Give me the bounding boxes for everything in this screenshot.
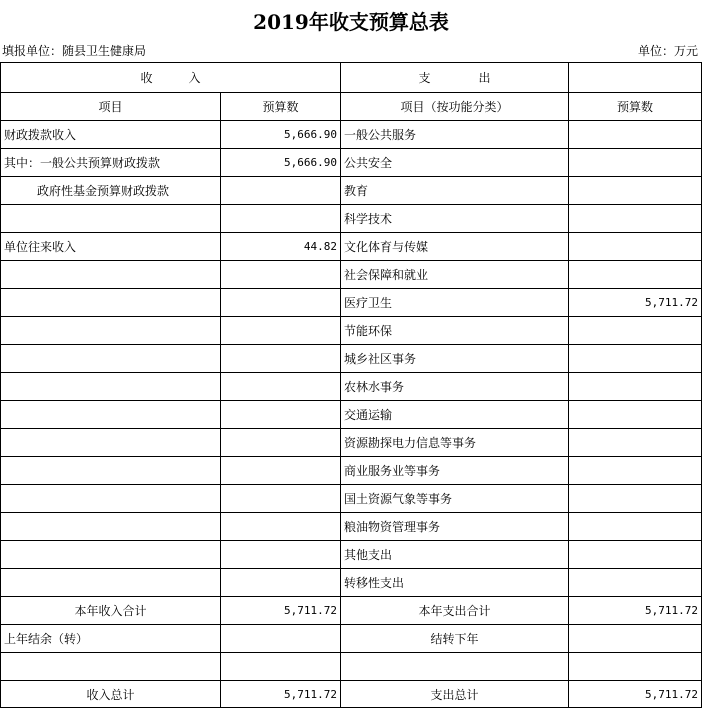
expense-item-cell: 转移性支出: [341, 569, 569, 597]
table-row: [1, 457, 702, 485]
expense-item-cell: 粮油物资管理事务: [341, 513, 569, 541]
expense-item-cell: 教育: [341, 177, 569, 205]
income-value-cell: [221, 485, 341, 513]
income-label-cell: 上年结余（转）: [1, 625, 221, 653]
expense-item-cell: 节能环保: [341, 317, 569, 345]
income-item-cell: [1, 345, 221, 373]
income-item-cell: 单位往来收入: [1, 233, 221, 261]
income-value-cell: 5,666.90: [221, 149, 341, 177]
table-row: [1, 205, 702, 233]
expense-item-cell: 城乡社区事务: [341, 345, 569, 373]
expense-value-cell: [569, 317, 702, 345]
income-header: 收 入: [1, 63, 341, 93]
table-row: [1, 401, 702, 429]
income-item-cell: 财政拨款收入: [1, 121, 221, 149]
income-value-cell: [221, 345, 341, 373]
expense-value-cell: [569, 625, 702, 653]
reporting-unit: 填报单位：随县卫生健康局: [2, 44, 147, 58]
income-value-cell: [221, 457, 341, 485]
table-row: [1, 233, 702, 261]
expense-value-cell: [569, 233, 702, 261]
income-item-cell: [1, 205, 221, 233]
table-row: [1, 317, 702, 345]
income-value-cell: [221, 401, 341, 429]
expense-item-cell: 国土资源气象等事务: [341, 485, 569, 513]
income-value-cell: [221, 541, 341, 569]
expense-label-cell: 支出总计: [341, 681, 569, 708]
col-budget-expense-header: 预算数: [569, 93, 702, 121]
income-value-cell: [221, 289, 341, 317]
expense-value-cell: [569, 541, 702, 569]
expense-item-cell: 医疗卫生: [341, 289, 569, 317]
income-item-cell: 其中：一般公共预算财政拨款: [1, 149, 221, 177]
expense-item-cell: 资源勘探电力信息等事务: [341, 429, 569, 457]
income-item-cell: [1, 569, 221, 597]
expense-value-cell: [569, 401, 702, 429]
expense-label-cell: 结转下年: [341, 625, 569, 653]
income-value-cell: [221, 513, 341, 541]
expense-value-cell: [569, 373, 702, 401]
expense-item-cell: 农林水事务: [341, 373, 569, 401]
blank-row: [1, 653, 702, 681]
income-label-cell: 收入总计: [1, 681, 221, 708]
expense-item-cell: 公共安全: [341, 149, 569, 177]
income-label-cell: 本年收入合计: [1, 597, 221, 625]
expense-item-cell: 其他支出: [341, 541, 569, 569]
income-value-cell: [221, 373, 341, 401]
income-item-cell: [1, 485, 221, 513]
table-row: [1, 149, 702, 177]
expense-value-cell: [569, 149, 702, 177]
table-row: [1, 177, 702, 205]
income-value-cell: 5,711.72: [221, 681, 341, 708]
expense-item-cell: 文化体育与传媒: [341, 233, 569, 261]
expense-header: 支 出: [341, 63, 569, 93]
table-row: [1, 289, 702, 317]
income-item-cell: 政府性基金预算财政拨款: [1, 177, 221, 205]
income-value-cell: [221, 177, 341, 205]
expense-value-cell: 5,711.72: [569, 597, 702, 625]
expense-item-cell: 交通运输: [341, 401, 569, 429]
expense-header-blank: [569, 63, 702, 93]
table-row: [1, 569, 702, 597]
table-row: [1, 345, 702, 373]
expense-value-cell: [569, 569, 702, 597]
expense-value-cell: [569, 513, 702, 541]
expense-item-cell: 社会保障和就业: [341, 261, 569, 289]
income-value-cell: 5,666.90: [221, 121, 341, 149]
header-row-2: [1, 93, 702, 121]
income-item-cell: [1, 373, 221, 401]
income-item-cell: [1, 289, 221, 317]
expense-item-cell: 商业服务业等事务: [341, 457, 569, 485]
grand-total-row: [1, 681, 702, 708]
expense-value-cell: [569, 429, 702, 457]
blank-cell: [1, 653, 221, 681]
table-row: [1, 261, 702, 289]
income-item-cell: [1, 457, 221, 485]
col-item-expense-header: 项目（按功能分类）: [341, 93, 569, 121]
expense-value-cell: [569, 485, 702, 513]
expense-value-cell: [569, 261, 702, 289]
carry-over-row: [1, 625, 702, 653]
blank-cell: [341, 653, 569, 681]
header-row-1: [1, 63, 702, 93]
table-row: [1, 373, 702, 401]
income-value-cell: 44.82: [221, 233, 341, 261]
expense-item-cell: 科学技术: [341, 205, 569, 233]
table-row: [1, 513, 702, 541]
income-item-cell: [1, 513, 221, 541]
currency-unit: 单位：万元: [637, 44, 698, 58]
blank-cell: [221, 653, 341, 681]
col-budget-header: 预算数: [221, 93, 341, 121]
table-row: [1, 485, 702, 513]
expense-value-cell: [569, 345, 702, 373]
income-value-cell: [221, 625, 341, 653]
table-row: [1, 121, 702, 149]
income-value-cell: 5,711.72: [221, 597, 341, 625]
income-item-cell: [1, 541, 221, 569]
table-row: [1, 541, 702, 569]
income-value-cell: [221, 317, 341, 345]
blank-cell: [569, 653, 702, 681]
page-title: 2019年收支预算总表: [253, 10, 449, 34]
table-row: [1, 429, 702, 457]
col-item-header: 项目: [1, 93, 221, 121]
budget-table: [0, 62, 702, 708]
income-value-cell: [221, 429, 341, 457]
expense-value-cell: 5,711.72: [569, 681, 702, 708]
expense-value-cell: [569, 457, 702, 485]
expense-label-cell: 本年支出合计: [341, 597, 569, 625]
expense-item-cell: 一般公共服务: [341, 121, 569, 149]
expense-value-cell: [569, 177, 702, 205]
income-item-cell: [1, 429, 221, 457]
income-item-cell: [1, 317, 221, 345]
expense-value-cell: 5,711.72: [569, 289, 702, 317]
income-value-cell: [221, 205, 341, 233]
expense-value-cell: [569, 121, 702, 149]
income-item-cell: [1, 401, 221, 429]
expense-value-cell: [569, 205, 702, 233]
year-total-row: [1, 597, 702, 625]
income-item-cell: [1, 261, 221, 289]
income-value-cell: [221, 569, 341, 597]
income-value-cell: [221, 261, 341, 289]
